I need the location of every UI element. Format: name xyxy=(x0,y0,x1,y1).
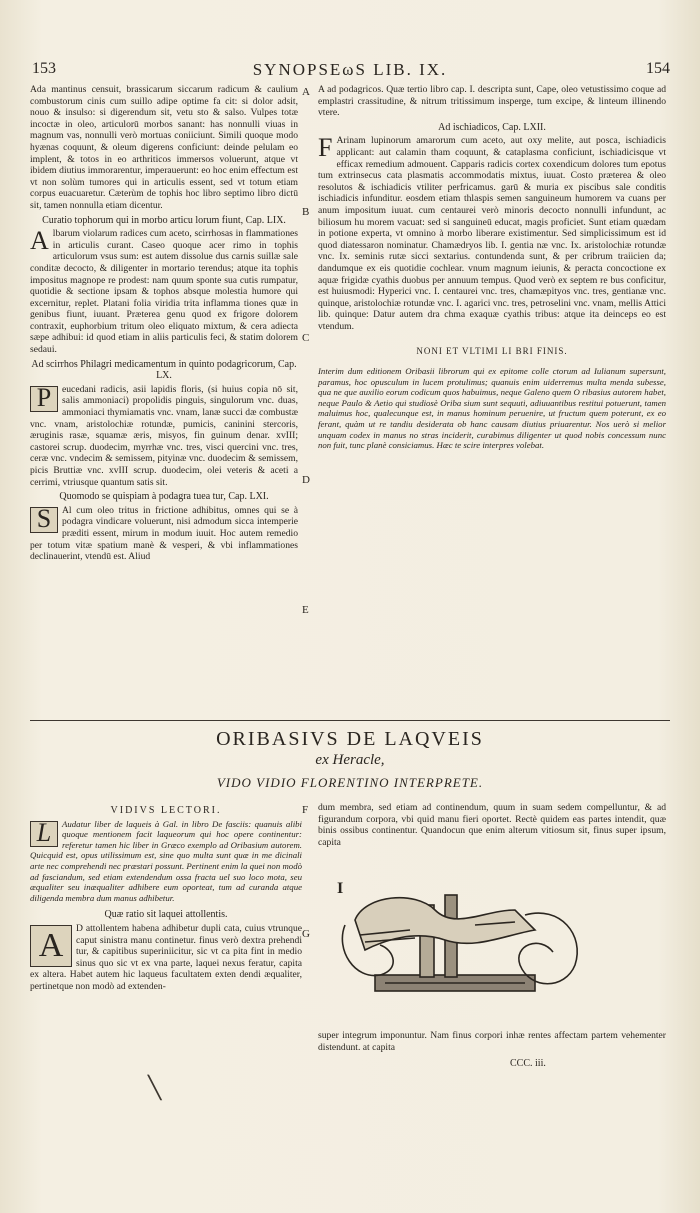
left-column-upper xyxy=(30,84,298,565)
figure-label: I xyxy=(337,880,344,897)
initial-letter: S xyxy=(30,507,58,533)
initial-letter: F xyxy=(318,133,333,163)
margin-letter: F xyxy=(302,804,309,816)
chapter-heading: Quomodo se quispiam à podagra tuea tur, Cap. LXI. xyxy=(59,491,269,503)
paragraph: A ad podagricos. Quæ tertio libro cap. I. descripta sunt, Cape, oleo vetustissimo coque ad emplastri crassitudine, & nitrum tritissimum insperge, tum excipe, & linteum illinendo vtere. xyxy=(318,84,666,119)
margin-letter: D xyxy=(302,474,310,486)
initial-letter: A xyxy=(30,925,72,967)
woodcut-drawing xyxy=(325,880,595,1020)
paragraph: Albarum violarum radices cum aceto, scirrhosas in flammationes in articulis curant. Caseo quoque acer rimo in tophis articulorum vsus sum: est autem dissolue dus carnis suillæ sale conditæ decocto, & diligenter in mortario terendus; atque ita tophis impositus magnope re prodest: nam quum sponte sua cutis rumpatur, quotidie & sectione ipsam & tophos absque molestia humore qui excernitur, replet. Platani folia viridia trita inflamma tiones quæ in genibus fiunt, iuuant. Præterea genu quod ex frigore dolorem contraxit, euphorbium tritum oleo eliquato mixtum, & cera adiecta sæpe adhibui: id quod etiam in aliis particulis feci, & statim dolorem sedaui. xyxy=(30,226,298,356)
treatise-title: ORIBASIVS DE LAQVEIS xyxy=(216,728,484,750)
left-column-lower xyxy=(30,802,302,995)
right-column-bottom xyxy=(318,1030,666,1055)
paragraph: A D attollentem habena adhibetur dupli cata, cuius vtrunque caput sinistra manu continetur. finus verò dextra prehendi tur, & capitibus superiniicitur, sic vt ca pita fint in medio sinus quo sic vt ex vna parte, laquei nexus feratur, capita ex altera. Habet autem hic laqueus facultatem exten dendi æqualiter, pertinetque non modò ad extenden- xyxy=(30,922,302,992)
running-title: SYNOPSEωS LIB. IX. xyxy=(252,60,448,79)
signature-mark: CCC. iii. xyxy=(510,1058,546,1069)
pen-mark: ╲ xyxy=(148,1075,162,1100)
book-end-mark: NONI ET VLTIMI LI BRI FINIS. xyxy=(416,346,568,357)
paragraph: F Arinam lupinorum amarorum cum aceto, aut oxy melite, aut posca, ischiadicis applicant: aut calamin tham coquunt, & cataplasma conficiunt, ischiadicisque vt efficax remedium admouent. Capparis radicis cortex coxendicum dolores tum epotus tum extrinsecus cata plasmatis accommodatis mixtus, iuuat. Costo præterea & oleo resolutos & ischiadicis vtiliter perfricamus. garū & muria ex piscibus sale conditis ischiadicis infunditur. eosdem etiam thlaspis semen sanguineum humorem va cuans per anum impositum iuuat. cum centaurei verò minoris decocto nonnulli infundunt, ac biliosum hu morem vacuat: sed si sanguineū educat, magis proficiet. Sunt etiam quædam in potione experta, vt omnino à morbo liberare existimentur. Sed simplicissimum est id quod diatessaron nominatur. Chamædryos lib. I. gentia næ vnc. Ix. aristolochiæ rotundæ vnc. Ix. seminis rutæ sicci sextarius. contundenda sunt, & per cribrum traiicien da; dandumque ex eis quotidie cochlear. vnum magnum ieiunis, & peracta concoctione ex aquæ frigidæ cyathis duobus per annuum tempus. Quod verò ex septem re bus conficitur, est huiusmodi: Hyperici vnc. I. centaurei vnc. tres, chamæpityos vnc. tres, gentianæ vnc. quinque, aristolochiæ rotundæ vnc. I. agarici vnc. tres, petroselini vnc. vnam, mellis Attici lib. quinque: Datur autem dra chma exaquæ cyathis tribus: atque ita deinceps eo est vtendum. xyxy=(318,133,666,332)
margin-letter: A xyxy=(302,86,310,98)
preface-text: L Audatur liber de laqueis à Gal. in libro De fasciis: quanuis alibi quoque mentionem facit laqueorum qui hoc opere continentur: referetur tamen hic liber in Græco exemplo ad Oribasium autorem. Quicquid est, opus utilissimum est, sine quo multa sunt quæ in me dicinali arte nec comprehendi nec præstari possunt. Pertinent enim la quei non modò ad fasciandum, sed etiam extendendum ossa fracta uel suo loco mota, seu æqualiter seu inæqualiter adhibere eum oporteat, tum ad curanda atque diligenda membra dum manus adhibetur. xyxy=(30,817,302,903)
preface-heading: VIDIVS LECTORI. xyxy=(110,805,222,816)
chapter-heading: Curatio tophorum qui in morbo articu lorum fiunt, Cap. LIX. xyxy=(42,214,286,226)
initial-letter: P xyxy=(30,386,58,412)
margin-letter: B xyxy=(302,206,310,218)
margin-letter: E xyxy=(302,604,309,616)
folio-left: 153 xyxy=(32,60,56,77)
section-rule xyxy=(30,720,670,721)
margin-letter: C xyxy=(302,332,310,344)
chapter-heading: Ad ischiadicos, Cap. LXII. xyxy=(438,121,546,133)
paragraph: dum membra, sed etiam ad continendum, quum in suam sedem compelluntur, & ad figurandum corpora, vbi quid manu fieri oportet. Rectè quidem eas partes intendit, quæ binis ossibus continentur. Quandocun que enim alterum vitiosum sit, finus super ipsum, capita xyxy=(318,802,666,848)
paragraph: S Al cum oleo tritus in frictione adhibitus, omnes qui se à podagra vindicare voluerunt, nisi admodum sicca intemperie præditi essent, mirum in modum iuuit. Hoc autem remedio per totum vitæ spatium manè & vesperi, & vbi inflammationes declinauerint, vtendū est. Aliud xyxy=(30,503,298,563)
initial-letter: A xyxy=(30,226,49,256)
paragraph: P eucedani radicis, asii lapidis floris, (si huius copia nō sit, salis ammoniaci) propolidis pinguis, singulorum vnc. duas, ammoniaci thymiamatis vnc. vnam, lanæ succi dæ combustæ vnc. vnam, aristolochiæ rotundæ, pumicis, caninini stercoris, æruginis rasæ, squamæ æris, misyos, fin guinum denar. xvIII; castorei scrup. duodecim, myrrhæ vnc. tres, visci quercini vnc. tres, ceræ vnc. vndecim & semissem, pityinæ vnc. duodecim & semissem, picis Bruttiæ vnc. xvIII scrup. duodecim, olei veteris & aceti a cerrimi, vtriusque quantum satis sit. xyxy=(30,382,298,488)
chapter-heading: Quæ ratio sit laquei attollentis. xyxy=(104,909,228,921)
margin-letter: G xyxy=(302,928,310,940)
translator-line: VIDO VIDIO FLORENTINO INTERPRETE. xyxy=(216,775,484,790)
laqueus-woodcut-illustration xyxy=(325,880,595,1020)
folio-right: 154 xyxy=(646,60,670,77)
paragraph: super integrum imponuntur. Nam finus corpori inhæ rentes affectam partem vehementer distendunt. at capita xyxy=(318,1030,666,1053)
paragraph: Ada mantinus censuit, brassicarum siccarum radicum & caulium combustorum cinis cum suillo adipe optime fa cit: si dolor adsit, nouo & insulso: si digerendum sit, vetu sto & salso. Vulpes totæ incoctæ in oleo, articulorū morbos sanant: has nonnulli viuas in magnum vas, nonnulli verò mortuas coniiciunt. Simili quoque modo hyænas coquunt, & oleum digerens conficiunt: deinde pelulam eo implent, & totos in eo arthriticos immersos voluerunt, atque vt ibidem diutius immorarentur, imperauerunt: eo hoc enim effectum est vt non solùm tumores qui in articulis essent, sed vt totum etiam corpus euacuaretur. Cæterùm de tophis hoc libro septimo libro dictū sit, tamen nonnulla etiam dicentur. xyxy=(30,84,298,211)
treatise-source: ex Heracle, xyxy=(315,752,385,768)
right-column-upper xyxy=(318,84,666,453)
page-header xyxy=(30,60,670,82)
initial-letter: L xyxy=(30,821,58,847)
editor-note: Interim dum editionem Oribasii librorum qui ex epitome colle ctorum ad Iulianum supersunt, paramus, hoc opusculum in lucem protulimus; quanuis enim uiderremus multa menda subesse, qua ne que auxilio eorum codicum quos habuimus, neque Galeno quem O ribasius autorem habet, neque Paulo & Aetio qui studiosè Oriba sium sunt sequuti, adiuuantibus restitui potuerunt, tamen maluimus hoc, qualecunque est, in manus hominum peruenire, ut fructum quem poterunt, ex eo ferant, quàm ut re tandiu desiderata ob hanc causam diutius priuarentur. Nos uerò si melior unquam codex in manus no stras inciderit, curabimus diligenter ut quod nobis concessum nunc non fuit, tunc planè consiciamus. Hæc te scire interpres volebat. xyxy=(318,366,666,451)
right-column-lower xyxy=(318,802,666,850)
chapter-heading: Ad scirrhos Philagri medicamentum in quinto podagricorum, Cap. LX. xyxy=(31,358,297,382)
